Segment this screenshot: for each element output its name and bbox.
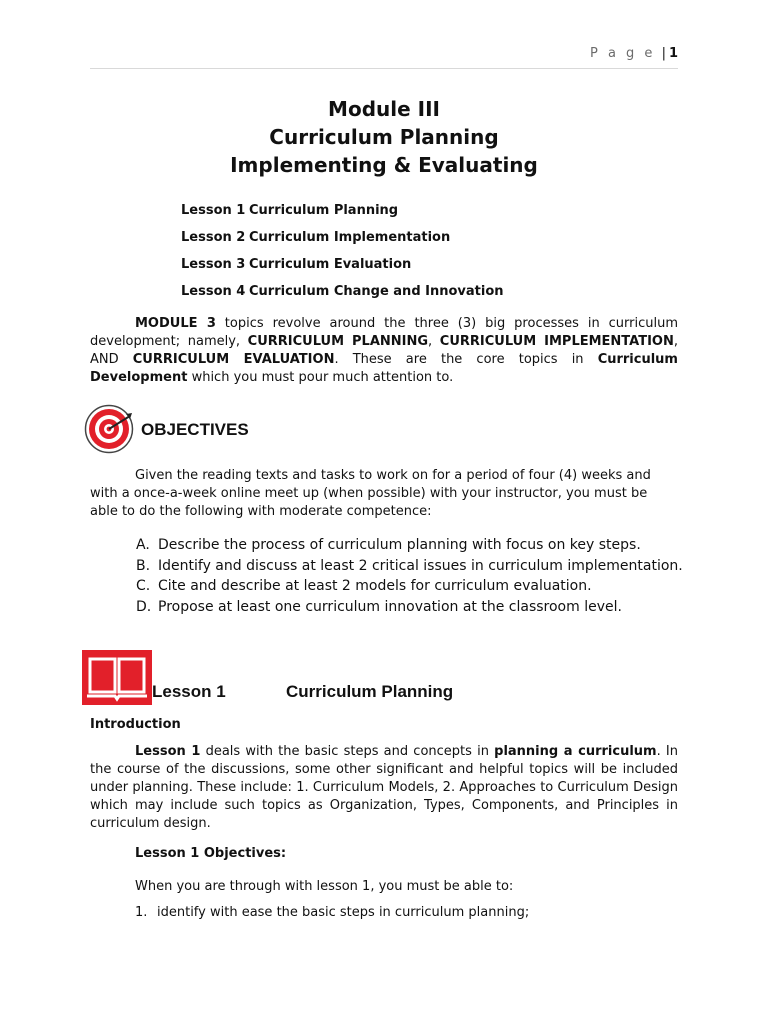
lesson-name: Curriculum Evaluation [249, 257, 412, 272]
lesson-row [181, 256, 504, 283]
list-item [136, 556, 683, 577]
page-number: 1 [668, 46, 678, 61]
list-number: 1. [135, 905, 148, 920]
lesson-list [181, 202, 504, 310]
lesson-1-title: Curriculum Planning [286, 682, 454, 701]
lesson-1-text: . In the course of the discussions, some other significant and helpful topics will be included under planning. These include: 1. Curriculum Models, 2. Approaches to Curriculum Design which may include such topics as Organization, Types, Components, and Principles in curriculum design. [90, 744, 678, 831]
lesson-row [181, 202, 504, 229]
lesson-1-objectives-heading: Lesson 1 Objectives: [135, 846, 287, 861]
intro-bold-development: Curriculum Development [90, 352, 678, 385]
lesson-number: Lesson 4 [181, 284, 246, 299]
list-text: Identify and discuss at least 2 critical issues in curriculum implementation. [158, 557, 683, 574]
module-title [0, 95, 768, 179]
intro-text: , [428, 334, 440, 349]
lesson-1-objectives-list [135, 905, 529, 920]
lesson-1-label: Lesson 1 [152, 682, 226, 701]
intro-bold-implementation: CURRICULUM IMPLEMENTATION [439, 334, 674, 349]
list-item [135, 905, 529, 920]
list-letter: D. [136, 598, 152, 615]
title-line-3: Implementing & Evaluating [230, 153, 538, 177]
target-icon [84, 404, 134, 454]
list-text: Cite and describe at least 2 models for curriculum evaluation. [158, 578, 592, 594]
lesson-number: Lesson 3 [181, 257, 246, 272]
objectives-heading: OBJECTIVES [141, 420, 249, 439]
intro-bold-planning: CURRICULUM PLANNING [247, 334, 429, 349]
lesson-name: Curriculum Implementation [249, 230, 451, 245]
list-letter: C. [136, 578, 151, 594]
list-text: Describe the process of curriculum planning with focus on key steps. [158, 537, 641, 553]
lesson-1-bold-planning: planning a curriculum [494, 744, 657, 759]
intro-text: , AND [90, 334, 678, 367]
lesson-number: Lesson 2 [181, 230, 246, 245]
list-text: Propose at least one curriculum innovation at the classroom level. [158, 598, 622, 615]
title-line-1: Module III [328, 97, 440, 121]
page-header [90, 46, 678, 69]
list-item [136, 597, 683, 618]
intro-text: topics revolve around the three (3) big processes in curriculum development; namely, [90, 316, 678, 349]
list-letter: B. [136, 557, 151, 574]
page-label: P a g e [589, 46, 656, 61]
list-text: identify with ease the basic steps in curriculum planning; [157, 905, 530, 920]
intro-bold-evaluation: CURRICULUM EVALUATION [132, 352, 335, 367]
lesson-1-bold: Lesson 1 [135, 744, 201, 759]
objectives-lead: Given the reading texts and tasks to work on for a period of four (4) weeks and with a once-a-week online meet up (when possible) with your instructor, you must be able to do the following with moderate competence: [90, 468, 651, 519]
book-icon [82, 650, 152, 705]
introduction-heading: Introduction [90, 717, 181, 732]
intro-bold-module: MODULE 3 [135, 316, 216, 331]
lesson-name: Curriculum Change and Innovation [249, 284, 504, 299]
lesson-1-intro-paragraph [90, 743, 678, 833]
lesson-row [181, 283, 504, 310]
lesson-number: Lesson 1 [181, 203, 246, 218]
module-intro-paragraph [90, 315, 678, 387]
lesson-row [181, 229, 504, 256]
list-item [136, 535, 683, 556]
intro-text: . These are the core topics in [334, 352, 598, 367]
title-line-2: Curriculum Planning [269, 125, 499, 149]
lesson-1-through-text: When you are through with lesson 1, you must be able to: [135, 879, 514, 894]
objectives-list [136, 535, 683, 617]
intro-text: which you must pour much attention to. [187, 370, 454, 385]
page-separator: | [661, 46, 666, 61]
list-letter: A. [136, 537, 150, 553]
lesson-name: Curriculum Planning [249, 203, 399, 218]
lesson-1-text: deals with the basic steps and concepts in [200, 744, 495, 759]
list-item [136, 576, 683, 597]
